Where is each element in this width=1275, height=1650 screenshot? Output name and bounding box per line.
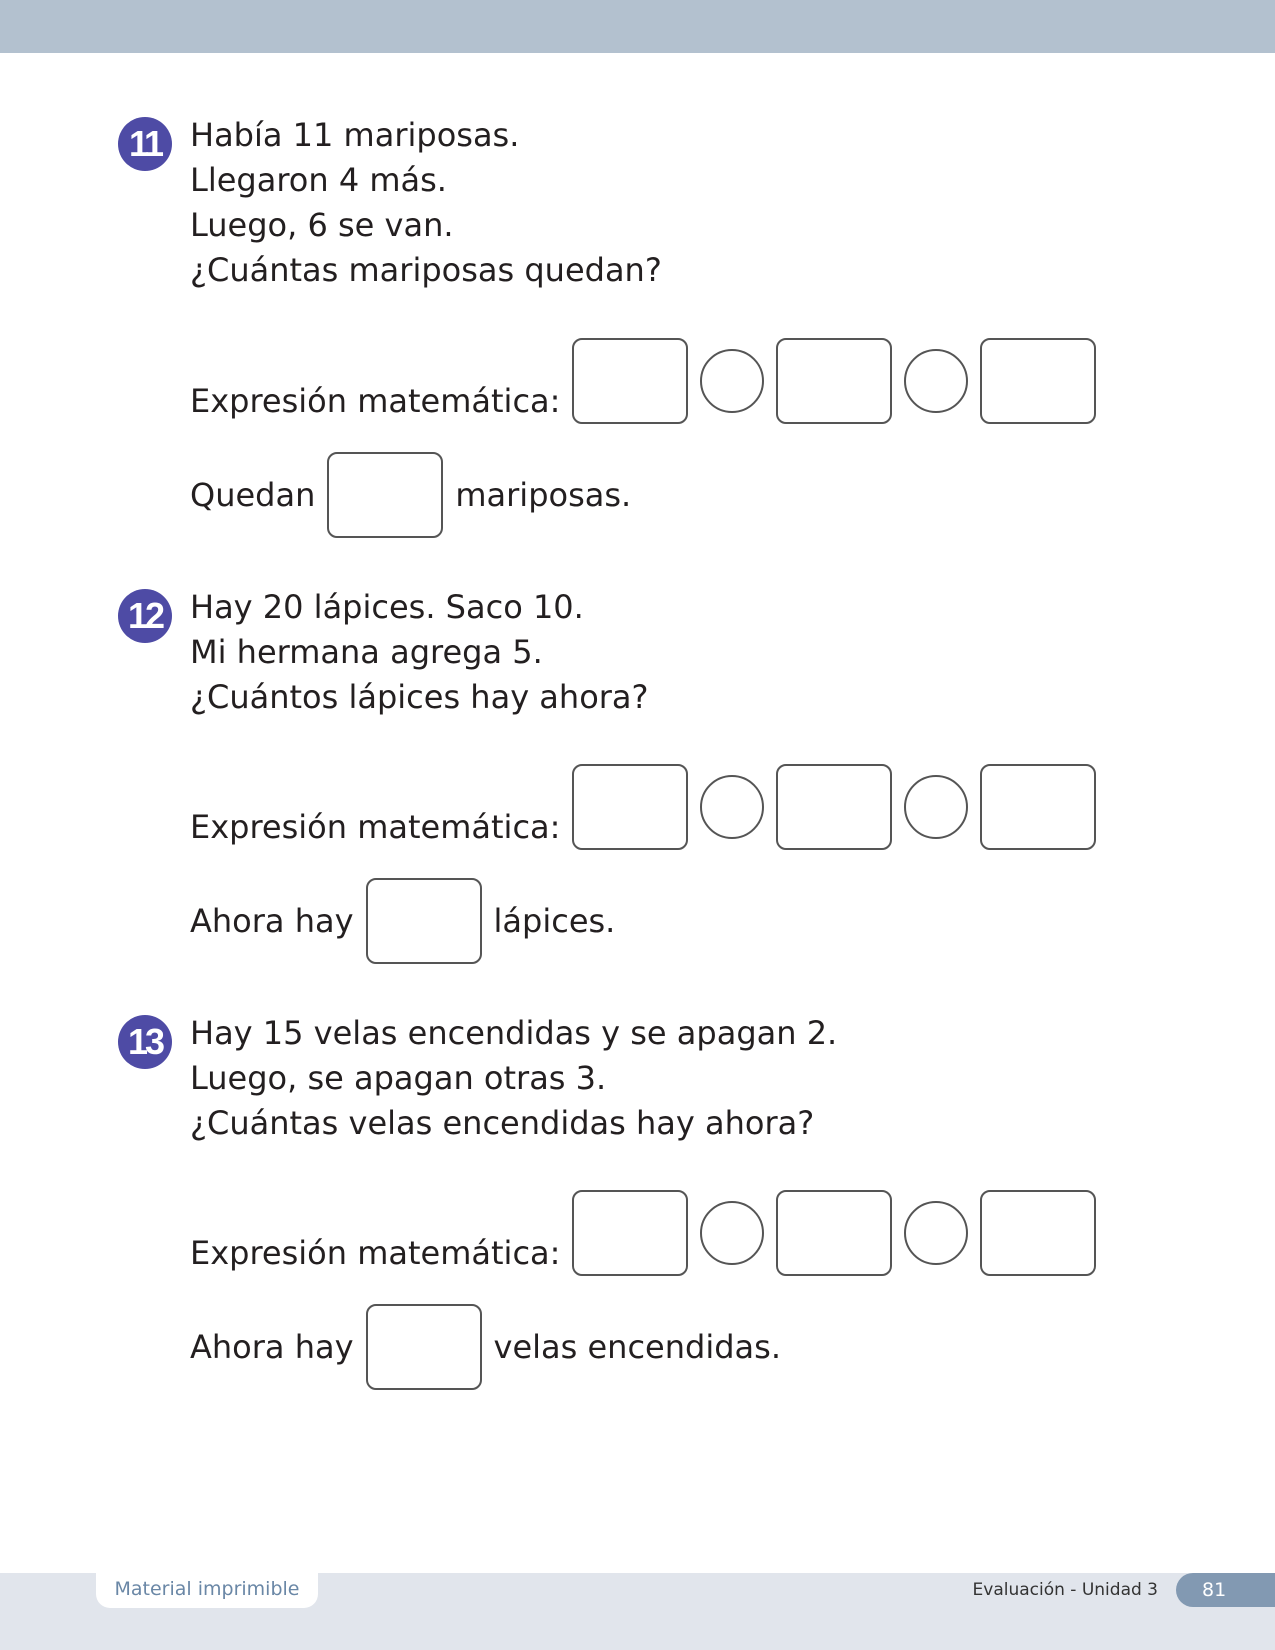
operator-circle[interactable] bbox=[904, 349, 968, 413]
answer-box[interactable] bbox=[366, 1304, 482, 1390]
problem-line: Luego, se apagan otras 3. bbox=[190, 1059, 607, 1097]
problem-line: Hay 20 lápices. Saco 10. bbox=[190, 588, 584, 626]
number-box[interactable] bbox=[980, 338, 1096, 424]
problem-line: ¿Cuántos lápices hay ahora? bbox=[190, 678, 649, 716]
answer-suffix: lápices. bbox=[493, 902, 616, 940]
number-box[interactable] bbox=[776, 764, 892, 850]
problem-line: Luego, 6 se van. bbox=[190, 206, 454, 244]
material-label: Material imprimible bbox=[96, 1573, 318, 1608]
answer-suffix: velas encendidas. bbox=[493, 1328, 781, 1366]
problem-number-badge: 13 bbox=[118, 1015, 172, 1069]
expression-row bbox=[190, 337, 1096, 425]
problem-line: ¿Cuántas mariposas quedan? bbox=[190, 251, 662, 289]
number-box[interactable] bbox=[776, 1190, 892, 1276]
problem-line: Mi hermana agrega 5. bbox=[190, 633, 543, 671]
unit-label: Evaluación - Unidad 3 bbox=[972, 1580, 1158, 1600]
problem-text bbox=[190, 1011, 837, 1146]
answer-prefix: Ahora hay bbox=[190, 1328, 354, 1366]
answer-suffix: mariposas. bbox=[455, 476, 632, 514]
number-box[interactable] bbox=[980, 764, 1096, 850]
operator-circle[interactable] bbox=[700, 349, 764, 413]
expression-row bbox=[190, 1189, 1096, 1277]
operator-circle[interactable] bbox=[700, 1201, 764, 1265]
number-box[interactable] bbox=[572, 1190, 688, 1276]
problem-number-badge: 12 bbox=[118, 589, 172, 643]
problem-line: Había 11 mariposas. bbox=[190, 116, 520, 154]
expression-label: Expresión matemática: bbox=[190, 1234, 561, 1272]
expression-label: Expresión matemática: bbox=[190, 382, 561, 420]
operator-circle[interactable] bbox=[904, 775, 968, 839]
problem-text bbox=[190, 113, 662, 293]
page-number: 81 bbox=[1176, 1573, 1275, 1607]
number-box[interactable] bbox=[572, 338, 688, 424]
answer-prefix: Quedan bbox=[190, 476, 316, 514]
problem-text bbox=[190, 585, 649, 720]
number-box[interactable] bbox=[572, 764, 688, 850]
number-box[interactable] bbox=[980, 1190, 1096, 1276]
answer-box[interactable] bbox=[366, 878, 482, 964]
operator-circle[interactable] bbox=[700, 775, 764, 839]
number-box[interactable] bbox=[776, 338, 892, 424]
problem-number-badge: 11 bbox=[118, 117, 172, 171]
answer-row bbox=[190, 451, 631, 539]
answer-box[interactable] bbox=[327, 452, 443, 538]
answer-prefix: Ahora hay bbox=[190, 902, 354, 940]
problem-line: Hay 15 velas encendidas y se apagan 2. bbox=[190, 1014, 838, 1052]
answer-row bbox=[190, 877, 615, 965]
problem-line: Llegaron 4 más. bbox=[190, 161, 447, 199]
operator-circle[interactable] bbox=[904, 1201, 968, 1265]
expression-label: Expresión matemática: bbox=[190, 808, 561, 846]
expression-row bbox=[190, 763, 1096, 851]
top-band bbox=[0, 0, 1275, 53]
problem-line: ¿Cuántas velas encendidas hay ahora? bbox=[190, 1104, 815, 1142]
answer-row bbox=[190, 1303, 781, 1391]
